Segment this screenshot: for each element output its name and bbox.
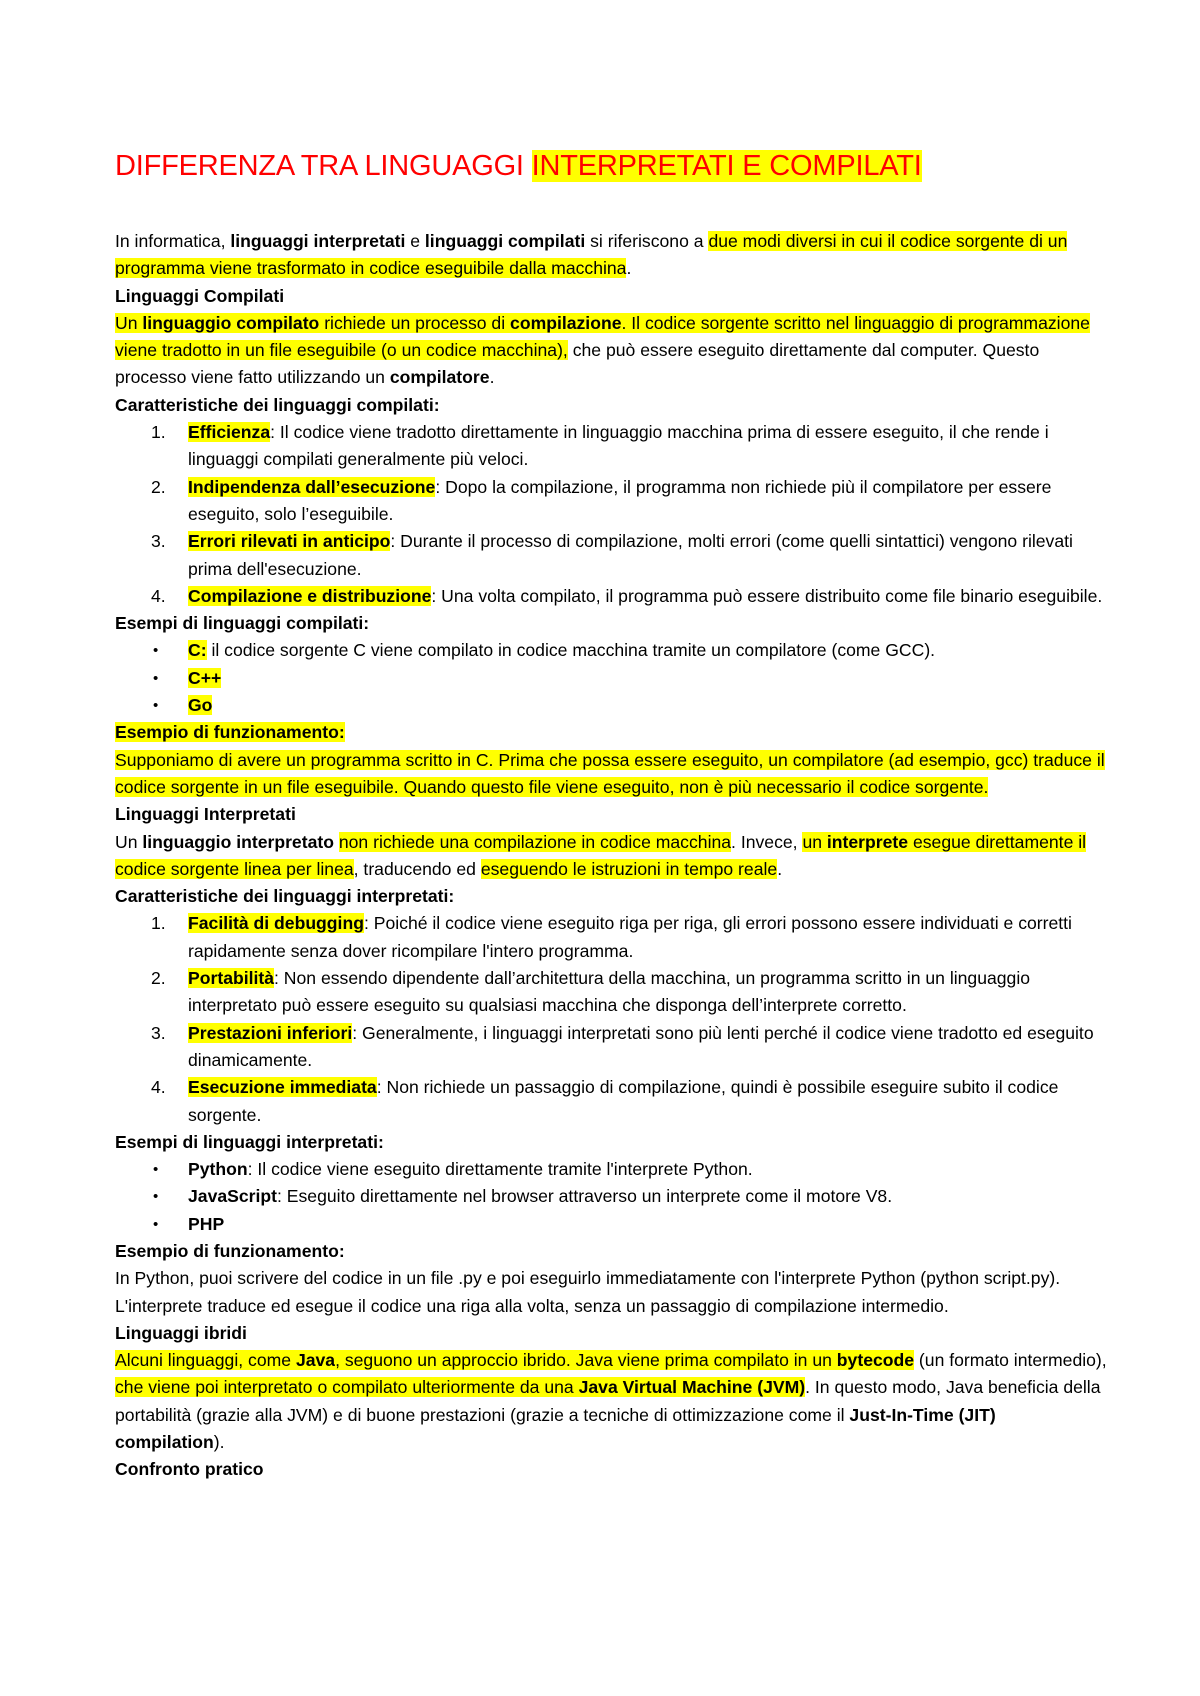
list-item: 2. Indipendenza dall’esecuzione: Dopo la compilazione, il programma non richiede più il compilatore per essere eseguito, solo l’eseguibile. [151,476,1052,524]
interpreted-features-heading: Caratteristiche dei linguaggi interpretati: [115,886,455,907]
interpreted-features-list [115,910,1110,1128]
list-item: • Go [153,695,213,716]
compiled-heading: Linguaggi Compilati [115,285,285,306]
compiled-features-heading: Caratteristiche dei linguaggi compilati: [115,394,440,415]
list-item: 2. Portabilità: Non essendo dipendente dall’architettura della macchina, un programma scritto in un linguaggio interpretato può essere eseguito su qualsiasi macchina che disponga dell’interprete corretto. [151,968,1031,1016]
list-item: 1. Efficienza: Il codice viene tradotto direttamente in linguaggio macchina prima di essere eseguito, il che rende i linguaggi compilati generalmente più veloci. [151,422,1049,470]
list-item: • C: il codice sorgente C viene compilato in codice macchina tramite un compilatore (come GCC). [153,640,936,661]
interpreted-how-heading: Esempio di funzionamento: [115,1240,345,1261]
list-item: 3. Prestazioni inferiori: Generalmente, i linguaggi interpretati sono più lenti perché il codice viene tradotto ed eseguito dinamicamente. [151,1022,1094,1070]
title-part-1: DIFFERENZA TRA LINGUAGGI [115,150,532,182]
list-item: 3. Errori rilevati in anticipo: Durante il processo di compilazione, molti errori (come quelli sintattici) vengono rilevati prima dell'esecuzione. [151,531,1073,579]
comparison-heading: Confronto pratico [115,1459,264,1480]
list-item: • Python: Il codice viene eseguito direttamente tramite l'interprete Python. [153,1159,753,1180]
list-item: • JavaScript: Eseguito direttamente nel browser attraverso un interprete come il motore V8. [153,1186,893,1207]
list-item: • PHP [153,1213,225,1234]
list-item: 1. Facilità di debugging: Poiché il codice viene eseguito riga per riga, gli errori possono essere individuati e corretti rapidamente senza dover ricompilare l'intero programma. [151,913,1072,961]
interpreted-paragraph: Un linguaggio interpretato non richiede una compilazione in codice macchina. Invece, un interprete esegue direttamente il codice sorgente linea per linea, traducendo ed eseguendo le istruzioni in tempo reale. [115,831,1087,879]
list-item: 4. Compilazione e distribuzione: Una volta compilato, il programma può essere distribuito come file binario eseguibile. [151,585,1103,606]
page-title [115,148,1110,184]
intro-paragraph: In informatica, linguaggi interpretati e linguaggi compilati si riferiscono a due modi diversi in cui il codice sorgente di un programma viene trasformato in codice eseguibile dalla macchina. [115,231,1068,279]
compiled-examples-heading: Esempi di linguaggi compilati: [115,613,370,634]
list-item: • C++ [153,667,222,688]
compiled-how-paragraph: Supponiamo di avere un programma scritto in C. Prima che possa essere eseguito, un compilatore (ad esempio, gcc) traduce il codice sorgente in un file eseguibile. Quando questo file viene eseguito, non è più necessario il codice sorgente. [115,749,1105,797]
hybrid-paragraph: Alcuni linguaggi, come Java, seguono un approccio ibrido. Java viene prima compilato in un bytecode (un formato intermedio), che viene poi interpretato o compilato ulteriormente da una Java Virtual Machine (JVM). In questo modo, Java beneficia della portabilità (grazie alla JVM) e di buone prestazioni (grazie a tecniche di ottimizzazione come il Just-In-Time (JIT) compilation). [115,1350,1107,1453]
list-item: 4. Esecuzione immediata: Non richiede un passaggio di compilazione, quindi è possibile eseguire subito il codice sorgente. [151,1077,1059,1125]
interpreted-examples-heading: Esempi di linguaggi interpretati: [115,1131,384,1152]
title-part-2-highlighted: INTERPRETATI E COMPILATI [531,150,922,182]
interpreted-how-paragraph: In Python, puoi scrivere del codice in un file .py e poi eseguirlo immediatamente con l'interprete Python (python script.py). L'interprete traduce ed esegue il codice una riga alla volta, senza un passaggio di compilazione intermedio. [115,1268,1061,1316]
compiled-features-list [115,419,1110,610]
compiled-examples-list [115,637,1110,719]
interpreted-examples-list [115,1156,1110,1238]
compiled-paragraph: Un linguaggio compilato richiede un processo di compilazione. Il codice sorgente scritto nel linguaggio di programmazione viene tradotto in un file eseguibile (o un codice macchina), che può essere eseguito direttamente dal computer. Questo processo viene fatto utilizzando un compilatore. [115,312,1090,388]
compiled-how-heading: Esempio di funzionamento: [115,722,345,743]
interpreted-heading: Linguaggi Interpretati [115,804,296,825]
hybrid-heading: Linguaggi ibridi [115,1322,247,1343]
